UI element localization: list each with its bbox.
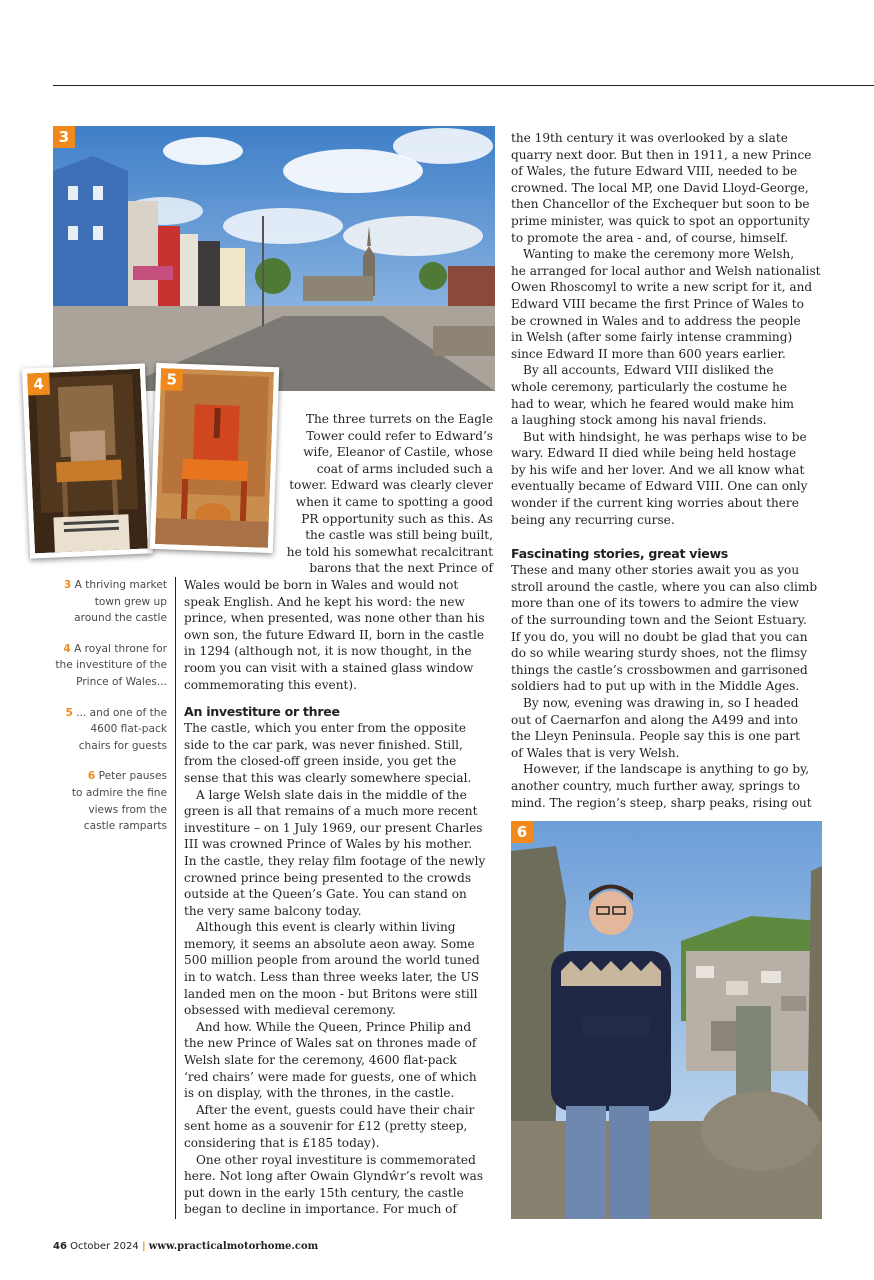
text-line: And how. While the Queen, Prince Philip and xyxy=(196,1019,472,1034)
text-line: the Lleyn Peninsula. People say this is one part xyxy=(511,729,801,744)
text-line: ‘red chairs’ were made for guests, one of which xyxy=(184,1069,477,1084)
text-line: the new Prince of Wales sat on thrones made of xyxy=(184,1036,477,1051)
text-line: Wanting to make the ceremony more Welsh, xyxy=(523,247,795,262)
text-line: had to wear, which he feared would make him xyxy=(511,396,795,411)
text-line: memory, it seems an absolute aeon away. Some xyxy=(184,936,475,951)
red-chair-photo xyxy=(155,368,274,548)
text-line: eventually became of Edward VIII. One can only xyxy=(511,479,808,494)
text-line: The castle, which you enter from the opposite xyxy=(184,721,467,736)
text-line: outside at the Queen’s Gate. You can stand on xyxy=(184,887,467,902)
caption-6: 6 Peter pauses to admire the fine views from the castle ramparts xyxy=(71,770,167,833)
text-line: do so while wearing sturdy shoes, not the flimsy xyxy=(511,646,808,661)
text-line: Welsh slate for the ceremony, 4600 flat-pack xyxy=(184,1053,457,1068)
caption-divider xyxy=(175,577,176,1219)
website-link[interactable]: www.practicalmotorhome.com xyxy=(148,1241,319,1252)
text-line: commemorating this event). xyxy=(184,677,357,692)
text-line: is on display, with the thrones, in the castle. xyxy=(184,1086,455,1101)
text-line: wonder if the current king worries about there xyxy=(511,496,799,511)
text-line: 500 million people from around the world tuned xyxy=(184,953,480,968)
text-line: mind. The region’s steep, sharp peaks, rising out xyxy=(511,795,812,810)
section-heading: An investiture or three xyxy=(184,704,340,720)
throne-photo xyxy=(27,369,148,554)
text-line: PR opportunity such as this. As xyxy=(301,511,493,526)
man-on-ramparts-photo xyxy=(511,821,822,1219)
page-footer xyxy=(53,1241,318,1252)
text-line: Although this event is clearly within living xyxy=(196,920,456,935)
text-line: After the event, guests could have their chair xyxy=(196,1102,475,1117)
header-rule xyxy=(53,85,874,86)
text-line: then Chancellor of the Exchequer but soon to be xyxy=(511,197,810,212)
text-line: put down in the early 15th century, the castle xyxy=(184,1185,464,1200)
text-line: in 1294 (although not, it is now thought, in the xyxy=(184,644,472,659)
text-line: Tower could refer to Edward’s xyxy=(306,428,493,443)
text-line: in Welsh (after some fairly intense cramming) xyxy=(511,330,793,345)
text-line: investiture – on 1 July 1969, our present Charles xyxy=(184,820,483,835)
photo-6-ramparts xyxy=(511,821,822,1219)
text-line: of Wales, the future Edward VIII, needed to be xyxy=(511,164,798,179)
text-line: These and many other stories await you as you xyxy=(511,563,800,578)
text-line: of Wales that is very Welsh. xyxy=(511,745,680,760)
text-line: quarry next door. But then in 1911, a new Prince xyxy=(511,147,812,162)
photo-number-badge: 4 xyxy=(27,373,50,396)
text-line: to promote the area - and, of course, himself. xyxy=(511,230,789,245)
photo-number-badge: 5 xyxy=(160,368,183,391)
text-line: obsessed with medieval ceremony. xyxy=(184,1003,396,1018)
caption-3: 3 A thriving market town grew up around the castle xyxy=(63,579,167,625)
text-line: the 19th century it was overlooked by a slate xyxy=(511,131,788,145)
photo-5-red-chair xyxy=(150,363,279,553)
text-line: more than one of its towers to admire the view xyxy=(511,596,799,611)
text-line: By now, evening was drawing in, so I headed xyxy=(523,696,799,710)
text-line: green is all that remains of a much more recent xyxy=(184,804,478,819)
issue-date: October 2024 xyxy=(70,1241,139,1252)
text-line: crowned prince being presented to the crowds xyxy=(184,870,472,885)
text-line: out of Caernarfon and along the A499 and into xyxy=(511,712,798,727)
text-line: be crowned in Wales and to address the people xyxy=(511,313,801,328)
text-line: speak English. And he kept his word: the new xyxy=(184,594,465,609)
photo-4-throne xyxy=(22,363,153,558)
column-2-text xyxy=(511,130,831,811)
text-line: One other royal investiture is commemorated xyxy=(196,1152,476,1167)
text-line: of the surrounding town and the Seiont Estuary. xyxy=(511,613,807,628)
text-line: If you do, you will no doubt be glad that you can xyxy=(511,629,808,644)
text-line: since Edward II more than 600 years earlier. xyxy=(511,346,786,361)
text-line: Wales would be born in Wales and would not xyxy=(184,578,459,592)
text-line: in to watch. Less than three weeks later, the US xyxy=(184,970,480,985)
text-line: wife, Eleanor of Castile, whose xyxy=(303,445,493,460)
text-line: sent home as a souvenir for £12 (pretty steep, xyxy=(184,1119,468,1134)
text-line: began to decline in importance. For much of xyxy=(184,1202,457,1217)
text-line: whole ceremony, particularly the costume he xyxy=(511,379,788,394)
text-line: being any recurring curse. xyxy=(511,512,675,527)
text-line: the castle was still being built, xyxy=(305,528,493,543)
text-line: III was crowned Prince of Wales by his mother. xyxy=(184,837,473,852)
text-line: Edward VIII became the first Prince of Wales to xyxy=(511,296,804,311)
text-line: In the castle, they relay film footage of the newly xyxy=(184,853,486,868)
caption-4: 4 A royal throne for the investiture of the Prince of Wales... xyxy=(55,642,167,688)
text-line: considering that is £185 today). xyxy=(184,1136,380,1150)
section-heading: Fascinating stories, great views xyxy=(511,546,728,562)
text-line: the very same balcony today. xyxy=(184,903,362,918)
text-line: he told his somewhat recalcitrant xyxy=(286,544,493,559)
text-line: However, if the landscape is anything to go by, xyxy=(523,762,810,777)
text-line: sense that this was clearly somewhere special. xyxy=(184,770,472,785)
text-line: own son, the future Edward II, born in the castle xyxy=(184,627,484,642)
text-line: stroll around the castle, where you can also climb xyxy=(511,579,818,594)
text-line: A large Welsh slate dais in the middle of the xyxy=(196,787,467,802)
photo-number-badge: 3 xyxy=(53,126,75,148)
caption-5: 5 ... and one of the 4600 flat-pack chairs for guests xyxy=(65,706,167,752)
text-line: tower. Edward was clearly clever xyxy=(289,478,493,493)
text-line: The three turrets on the Eagle xyxy=(305,412,493,426)
text-line: room you can visit with a stained glass window xyxy=(184,660,474,675)
text-line: wary. Edward II died while being held hostage xyxy=(511,446,797,461)
text-line: coat of arms included such a xyxy=(316,461,493,476)
text-line: another country, much further away, springs to xyxy=(511,778,801,793)
text-line: by his wife and her lover. And we all know what xyxy=(511,462,805,477)
text-line: prince, when presented, was none other than his xyxy=(184,611,485,626)
text-line: Owen Rhoscomyl to write a new script for it, and xyxy=(511,280,813,295)
town-square-photo xyxy=(53,126,495,391)
photo-captions xyxy=(40,577,167,849)
footer-separator: | xyxy=(141,1241,146,1252)
text-line: By all accounts, Edward VIII disliked the xyxy=(523,363,774,378)
photo-3-town-square xyxy=(53,126,495,391)
text-line: soldiers had to put up with in the Middle Ages. xyxy=(511,679,800,694)
text-line: things the castle’s crossbowmen and garrisoned xyxy=(511,662,808,677)
text-line: landed men on the moon - but Britons were still xyxy=(184,986,478,1001)
text-line: when it came to spotting a good xyxy=(295,494,493,509)
text-line: But with hindsight, he was perhaps wise to be xyxy=(523,429,807,444)
text-line: from the closed-off green inside, you get the xyxy=(184,754,457,769)
page-number: 46 xyxy=(53,1241,67,1252)
wrap-text-block xyxy=(278,411,493,577)
column-1-text xyxy=(184,577,496,1218)
text-line: prime minister, was quick to spot an opportunity xyxy=(511,213,810,228)
text-line: crowned. The local MP, one David Lloyd-George, xyxy=(511,180,809,195)
text-line: a laughing stock among his naval friends. xyxy=(511,413,767,428)
text-line: barons that the next Prince of xyxy=(309,561,493,576)
photo-number-badge: 6 xyxy=(511,821,533,843)
text-line: side to the car park, was never finished. Still, xyxy=(184,737,463,752)
text-line: he arranged for local author and Welsh nationalist xyxy=(511,263,821,278)
text-line: here. Not long after Owain Glyndŵr’s revolt was xyxy=(184,1169,484,1184)
